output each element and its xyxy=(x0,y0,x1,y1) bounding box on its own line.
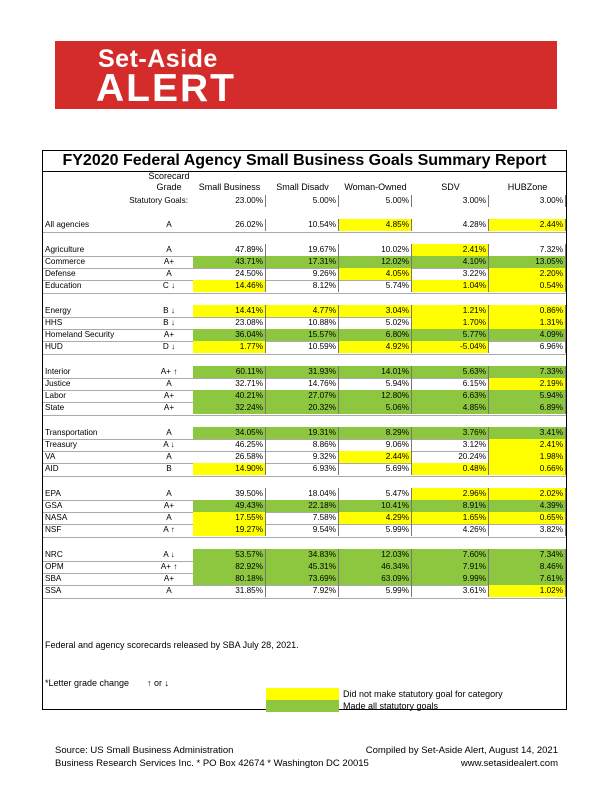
goal-percent-cell: 14.41% xyxy=(193,305,266,317)
row-divider xyxy=(43,476,566,477)
agency-name: State xyxy=(45,403,65,413)
goal-percent-cell: 7.61% xyxy=(489,573,566,585)
agency-row xyxy=(43,549,566,561)
goal-percent-cell: 26.58% xyxy=(193,451,266,463)
header-hubzone: HUBZone xyxy=(507,182,548,192)
goal-percent-cell: 5.47% xyxy=(339,488,412,500)
goal-percent-cell: 5.02% xyxy=(339,317,412,329)
goal-percent-cell: 46.25% xyxy=(193,439,266,451)
goal-percent-cell: 40.21% xyxy=(193,390,266,402)
goal-percent-cell: 2.96% xyxy=(412,488,489,500)
goal-percent-cell: 2.41% xyxy=(412,244,489,256)
footer-website: www.setasidealert.com xyxy=(460,758,558,769)
goal-percent-cell: 2.20% xyxy=(489,268,566,280)
goal-percent-cell: 2.44% xyxy=(339,451,412,463)
agency-row xyxy=(43,585,566,597)
goal-percent-cell: 12.02% xyxy=(339,256,412,268)
goal-percent-cell: 8.12% xyxy=(266,280,339,292)
logo-line-alert: ALERT xyxy=(96,67,236,110)
legend-green-swatch xyxy=(266,700,339,712)
goal-percent-cell: 14.76% xyxy=(266,378,339,390)
scorecard-grade: A ↑ xyxy=(163,525,175,535)
goal-percent-cell: 17.55% xyxy=(193,512,266,524)
goal-percent-cell: 19.67% xyxy=(266,244,339,256)
goal-percent-cell: 47.89% xyxy=(193,244,266,256)
goal-percent-cell: 63.09% xyxy=(339,573,412,585)
goal-percent-cell: 4.39% xyxy=(489,500,566,512)
row-divider xyxy=(43,537,566,538)
goal-percent-cell: 3.41% xyxy=(489,427,566,439)
goal-percent-cell: 43.71% xyxy=(193,256,266,268)
goal-percent-cell: 19.27% xyxy=(193,524,266,536)
agency-row xyxy=(43,463,566,475)
logo-line-set-aside: Set-Aside xyxy=(98,45,218,73)
goal-percent-cell: 8.29% xyxy=(339,427,412,439)
scorecard-grade: B ↓ xyxy=(163,318,175,327)
goal-percent-cell: 9.99% xyxy=(412,573,489,585)
goal-percent-cell: 0.48% xyxy=(412,463,489,475)
header-grade-line1: Scorecard xyxy=(148,171,190,181)
goal-percent-cell: 31.85% xyxy=(193,585,266,597)
goal-percent-cell: 1.04% xyxy=(412,280,489,292)
scorecard-grade: A xyxy=(166,220,172,230)
goal-percent-cell: 4.85% xyxy=(339,219,412,231)
agency-name: NSF xyxy=(45,525,62,535)
goal-percent-cell: 5.94% xyxy=(339,378,412,390)
scorecard-grade: A+ xyxy=(163,574,175,584)
scorecard-grade: A xyxy=(166,488,172,498)
agency-name: Statutory Goals: xyxy=(129,196,188,205)
goal-percent-cell: 6.93% xyxy=(266,463,339,475)
goal-percent-cell: 5.94% xyxy=(489,390,566,402)
agency-row xyxy=(43,524,566,536)
goal-percent-cell: 12.03% xyxy=(339,549,412,561)
goal-percent-cell: 2.19% xyxy=(489,378,566,390)
goal-percent-cell: 4.10% xyxy=(412,256,489,268)
goal-percent-cell: 31.93% xyxy=(266,366,339,378)
goal-percent-cell: 6.15% xyxy=(412,378,489,390)
goal-percent-cell: 1.31% xyxy=(489,317,566,329)
scorecard-grade: A ↓ xyxy=(163,440,175,449)
goal-percent-cell: 6.96% xyxy=(489,341,566,353)
summary-report-table xyxy=(42,150,567,710)
goal-percent-cell: 3.76% xyxy=(412,427,489,439)
header-scorecard-grade xyxy=(145,171,193,193)
scorecard-grade: A+ xyxy=(163,403,175,413)
agency-row xyxy=(43,573,566,585)
agency-row xyxy=(43,488,566,500)
goal-percent-cell: 24.50% xyxy=(193,268,266,280)
goal-percent-cell: 9.32% xyxy=(266,451,339,463)
agency-name: Interior xyxy=(45,366,71,376)
goal-percent-cell: 14.90% xyxy=(193,463,266,475)
scorecard-grade: A ↓ xyxy=(163,549,175,559)
agency-name: Treasury xyxy=(45,440,77,449)
goal-percent-cell: 3.82% xyxy=(489,524,566,536)
agency-row xyxy=(43,366,566,378)
goal-percent-cell: 7.60% xyxy=(412,549,489,561)
agency-row xyxy=(43,378,566,390)
goal-percent-cell: 1.98% xyxy=(489,451,566,463)
goal-percent-cell: 10.54% xyxy=(266,219,339,231)
goal-percent-cell: 4.26% xyxy=(412,524,489,536)
agency-row xyxy=(43,317,566,329)
scorecard-grade: A+ xyxy=(163,330,175,340)
agency-row xyxy=(43,329,566,341)
goal-percent-cell: 8.86% xyxy=(266,439,339,451)
agency-row xyxy=(43,305,566,317)
goal-percent-cell: 4.92% xyxy=(339,341,412,353)
goal-percent-cell: 6.63% xyxy=(412,390,489,402)
goal-percent-cell: 8.91% xyxy=(412,500,489,512)
agency-name: EPA xyxy=(45,488,61,498)
scorecard-grade: A xyxy=(166,379,172,388)
goal-percent-cell: 8.46% xyxy=(489,561,566,573)
goal-percent-cell: 3.12% xyxy=(412,439,489,451)
goal-percent-cell: 5.63% xyxy=(412,366,489,378)
goal-percent-cell: 26.02% xyxy=(193,219,266,231)
goal-percent-cell: 7.33% xyxy=(489,366,566,378)
release-note: Federal and agency scorecards released by SBA July 28, 2021. xyxy=(45,640,299,650)
scorecard-grade: B xyxy=(166,464,172,474)
agency-name: Energy xyxy=(45,305,71,315)
goal-percent-cell: 7.32% xyxy=(489,244,566,256)
goal-percent-cell: 3.00% xyxy=(489,195,566,207)
goal-percent-cell: 5.74% xyxy=(339,280,412,292)
footer-source: Source: US Small Business Administration xyxy=(55,745,234,756)
agency-name: Justice xyxy=(45,379,71,388)
row-divider xyxy=(43,354,566,355)
goal-percent-cell: 20.24% xyxy=(412,451,489,463)
goal-percent-cell: 4.85% xyxy=(412,402,489,414)
goal-percent-cell: 3.04% xyxy=(339,305,412,317)
scorecard-grade: A xyxy=(166,269,172,279)
agency-row xyxy=(43,451,566,463)
agency-row xyxy=(43,439,566,451)
scorecard-grade: B ↓ xyxy=(163,305,175,315)
goal-percent-cell: 1.02% xyxy=(489,585,566,597)
goal-percent-cell: 6.80% xyxy=(339,329,412,341)
agency-name: Commerce xyxy=(45,257,86,266)
header-sdv: SDV xyxy=(441,182,460,192)
footer-address: Business Research Services Inc. * PO Box 42674 * Washington DC 20015 xyxy=(55,758,369,769)
goal-percent-cell: 1.65% xyxy=(412,512,489,524)
scorecard-grade: A+ xyxy=(163,501,175,510)
goal-percent-cell: 0.86% xyxy=(489,305,566,317)
agency-name: Defense xyxy=(45,269,76,279)
agency-name: OPM xyxy=(45,562,64,571)
goal-percent-cell: 0.54% xyxy=(489,280,566,292)
scorecard-grade: A xyxy=(166,513,172,523)
agency-name: Homeland Security xyxy=(45,330,115,340)
goal-percent-cell: 14.01% xyxy=(339,366,412,378)
goal-percent-cell: 10.88% xyxy=(266,317,339,329)
header-small-business: Small Business xyxy=(198,182,261,192)
goal-percent-cell: 15.57% xyxy=(266,329,339,341)
scorecard-grade: A+ xyxy=(163,391,175,401)
agency-name: All agencies xyxy=(45,220,90,230)
footer-compiled: Compiled by Set-Aside Alert, August 14, 2021 xyxy=(365,745,558,756)
scorecard-grade: A xyxy=(166,452,172,462)
goal-percent-cell: 82.92% xyxy=(193,561,266,573)
goal-percent-cell: 1.70% xyxy=(412,317,489,329)
agency-row xyxy=(43,500,566,512)
title-divider xyxy=(43,171,566,172)
goal-percent-cell: 2.02% xyxy=(489,488,566,500)
goal-percent-cell: 5.99% xyxy=(339,524,412,536)
scorecard-grade: A xyxy=(166,244,172,254)
goal-percent-cell: 20.32% xyxy=(266,402,339,414)
goal-percent-cell: 60.11% xyxy=(193,366,266,378)
goal-percent-cell: 4.77% xyxy=(266,305,339,317)
agency-name: Labor xyxy=(45,391,66,401)
goal-percent-cell: 46.34% xyxy=(339,561,412,573)
goal-percent-cell: 9.54% xyxy=(266,524,339,536)
statutory-goals-row xyxy=(43,195,566,207)
goal-percent-cell: 9.26% xyxy=(266,268,339,280)
goal-percent-cell: 10.02% xyxy=(339,244,412,256)
goal-percent-cell: 3.00% xyxy=(412,195,489,207)
agency-name: AID xyxy=(45,464,59,474)
scorecard-grade: C ↓ xyxy=(162,281,176,291)
goal-percent-cell: 23.08% xyxy=(193,317,266,329)
agency-name: NASA xyxy=(45,513,68,523)
goal-percent-cell: 5.00% xyxy=(266,195,339,207)
agency-name: NRC xyxy=(45,549,63,559)
agency-name: HHS xyxy=(45,318,63,327)
goal-percent-cell: 5.06% xyxy=(339,402,412,414)
row-divider xyxy=(43,293,566,294)
goal-percent-cell: 5.99% xyxy=(339,585,412,597)
agency-row xyxy=(43,390,566,402)
header-woman-owned: Woman-Owned xyxy=(344,182,407,192)
agency-row xyxy=(43,341,566,353)
goal-percent-cell: 13.05% xyxy=(489,256,566,268)
goal-percent-cell: 17.31% xyxy=(266,256,339,268)
goal-percent-cell: 34.05% xyxy=(193,427,266,439)
goal-percent-cell: 7.92% xyxy=(266,585,339,597)
row-divider xyxy=(43,232,566,233)
goal-percent-cell: 73.69% xyxy=(266,573,339,585)
legend-yellow-label: Did not make statutory goal for category xyxy=(343,689,503,699)
goal-percent-cell: 12.80% xyxy=(339,390,412,402)
goal-percent-cell: 32.24% xyxy=(193,402,266,414)
goal-percent-cell: 45.31% xyxy=(266,561,339,573)
goal-percent-cell: 32.71% xyxy=(193,378,266,390)
agency-name: Transportation xyxy=(45,427,98,437)
goal-percent-cell: 22.18% xyxy=(266,500,339,512)
row-divider xyxy=(43,598,566,599)
goal-percent-cell: 7.91% xyxy=(412,561,489,573)
goal-percent-cell: 49.43% xyxy=(193,500,266,512)
goal-percent-cell: 23.00% xyxy=(193,195,266,207)
goal-percent-cell: 27.07% xyxy=(266,390,339,402)
legend-yellow-swatch xyxy=(266,688,339,700)
goal-percent-cell: 4.05% xyxy=(339,268,412,280)
agency-name: SBA xyxy=(45,574,62,584)
agency-name: Agriculture xyxy=(45,244,85,254)
goal-percent-cell: 39.50% xyxy=(193,488,266,500)
goal-percent-cell: 5.77% xyxy=(412,329,489,341)
header-grade-line2: Grade xyxy=(156,182,182,192)
header-small-disadv: Small Disadv xyxy=(276,182,329,192)
scorecard-grade: D ↓ xyxy=(162,342,176,352)
letter-grade-change-label: *Letter grade change xyxy=(45,678,130,688)
row-divider xyxy=(43,415,566,416)
agency-row xyxy=(43,427,566,439)
scorecard-grade: A+ ↑ xyxy=(160,366,178,376)
goal-percent-cell: 18.04% xyxy=(266,488,339,500)
agency-row xyxy=(43,561,566,573)
agency-row xyxy=(43,512,566,524)
goal-percent-cell: 10.59% xyxy=(266,341,339,353)
agency-name: VA xyxy=(45,452,56,462)
scorecard-grade: A xyxy=(166,586,172,596)
goal-percent-cell: 6.89% xyxy=(489,402,566,414)
goal-percent-cell: 3.61% xyxy=(412,585,489,597)
goal-percent-cell: 14.46% xyxy=(193,280,266,292)
goal-percent-cell: 7.34% xyxy=(489,549,566,561)
goal-percent-cell: 36.04% xyxy=(193,329,266,341)
goal-percent-cell: 4.28% xyxy=(412,219,489,231)
goal-percent-cell: -5.04% xyxy=(412,341,489,353)
agency-row xyxy=(43,219,566,231)
agency-name: SSA xyxy=(45,586,62,596)
goal-percent-cell: 2.41% xyxy=(489,439,566,451)
goal-percent-cell: 7.58% xyxy=(266,512,339,524)
letter-grade-arrows: ↑ or ↓ xyxy=(147,678,170,688)
goal-percent-cell: 53.57% xyxy=(193,549,266,561)
goal-percent-cell: 80.18% xyxy=(193,573,266,585)
goal-percent-cell: 3.22% xyxy=(412,268,489,280)
goal-percent-cell: 9.06% xyxy=(339,439,412,451)
agency-row xyxy=(43,244,566,256)
set-aside-alert-logo xyxy=(55,41,557,109)
agency-row xyxy=(43,280,566,292)
agency-name: Education xyxy=(45,281,82,291)
goal-percent-cell: 4.29% xyxy=(339,512,412,524)
agency-name: HUD xyxy=(45,342,63,352)
scorecard-grade: A xyxy=(166,427,172,437)
goal-percent-cell: 0.66% xyxy=(489,463,566,475)
report-title: FY2020 Federal Agency Small Business Goals Summary Report xyxy=(62,152,547,169)
goal-percent-cell: 1.77% xyxy=(193,341,266,353)
legend-green-label: Made all statutory goals xyxy=(343,701,439,711)
goal-percent-cell: 4.09% xyxy=(489,329,566,341)
goal-percent-cell: 0.65% xyxy=(489,512,566,524)
scorecard-grade: A+ ↑ xyxy=(160,562,178,571)
goal-percent-cell: 34.83% xyxy=(266,549,339,561)
goal-percent-cell: 5.00% xyxy=(339,195,412,207)
agency-row xyxy=(43,268,566,280)
goal-percent-cell: 10.41% xyxy=(339,500,412,512)
goal-percent-cell: 2.44% xyxy=(489,219,566,231)
agency-name: GSA xyxy=(45,501,63,510)
goal-percent-cell: 1.21% xyxy=(412,305,489,317)
agency-row xyxy=(43,402,566,414)
agency-row xyxy=(43,256,566,268)
goal-percent-cell: 5.69% xyxy=(339,463,412,475)
goal-percent-cell: 19.31% xyxy=(266,427,339,439)
scorecard-grade: A+ xyxy=(163,257,175,266)
